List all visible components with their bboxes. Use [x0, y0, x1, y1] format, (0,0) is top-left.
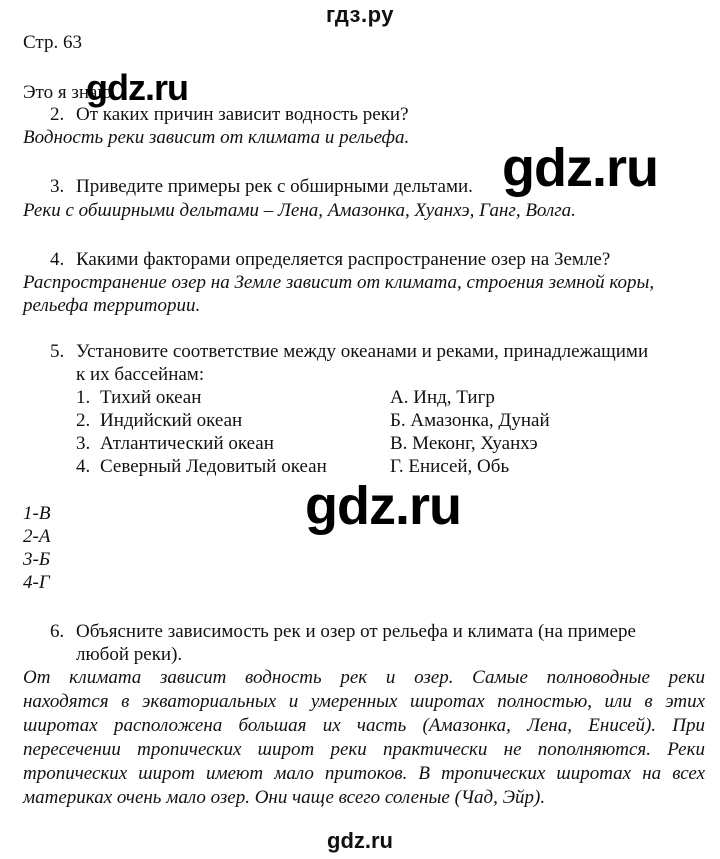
- watermark: gdz.ru: [305, 476, 461, 536]
- ocean-item: 3. Атлантический океан: [76, 433, 274, 454]
- match-answer: 4-Г: [23, 572, 50, 593]
- river-item: В. Меконг, Хуанхэ: [390, 433, 538, 454]
- match-answer: 1-В: [23, 503, 51, 524]
- answer-6-line: пересечении тропических широт реки практически не пополняются. Реки: [23, 739, 705, 760]
- question-2: [50, 104, 409, 126]
- site-logo-header[interactable]: гдз.ру: [326, 2, 394, 27]
- question-text: Объясните зависимость рек и озер от рельефа и климата (на примере: [76, 621, 636, 642]
- answer-6-line: материках очень мало озер. Они чаще всего соленые (Чад, Эйр).: [23, 787, 546, 808]
- question-4: [50, 249, 610, 271]
- question-text: Установите соответствие между океанами и реками, принадлежащими: [76, 341, 649, 362]
- ocean-item: 4. Северный Ледовитый океан: [76, 456, 327, 477]
- answer-2: Водность реки зависит от климата и рельефа.: [23, 127, 410, 148]
- watermark: gdz.ru: [502, 138, 658, 198]
- question-text: Приведите примеры рек с обширными дельтами.: [76, 176, 473, 197]
- site-logo-footer[interactable]: gdz.ru: [327, 828, 393, 853]
- answer-6-line: широтах расположена большая их часть (Амазонка, Лена, Енисей). При: [23, 715, 705, 736]
- question-number: 2.: [50, 104, 65, 125]
- river-item: А. Инд, Тигр: [390, 387, 495, 408]
- answer-6-line: находятся в экваториальных и умеренных широтах полностью, или в этих: [23, 691, 705, 712]
- question-6: [50, 621, 705, 643]
- question-number: 4.: [50, 249, 65, 270]
- question-number: 6.: [50, 621, 65, 642]
- answer-4-line-2: рельефа территории.: [23, 295, 201, 316]
- page-label: Стр. 63: [23, 32, 82, 53]
- match-answer: 2-А: [23, 526, 51, 547]
- question-text: От каких причин зависит водность реки?: [76, 104, 409, 125]
- question-6-line-2: любой реки).: [76, 644, 183, 665]
- question-number: 3.: [50, 176, 65, 197]
- question-5-line-2: к их бассейнам:: [76, 364, 205, 385]
- watermark: gdz.ru: [86, 67, 188, 108]
- answer-4-line-1: Распространение озер на Земле зависит от климата, строения земной коры,: [23, 272, 655, 293]
- answer-6-line: От климата зависит водность рек и озер. Самые полноводные реки: [23, 667, 705, 688]
- question-number: 5.: [50, 341, 65, 362]
- question-5: [50, 341, 648, 363]
- river-item: Б. Амазонка, Дунай: [390, 410, 550, 431]
- ocean-item: 1. Тихий океан: [76, 387, 202, 408]
- ocean-item: 2. Индийский океан: [76, 410, 243, 431]
- answer-3: Реки с обширными дельтами – Лена, Амазонка, Хуанхэ, Ганг, Волга.: [23, 200, 576, 221]
- match-answer: 3-Б: [23, 549, 51, 570]
- question-3: [50, 176, 473, 198]
- section-title: Это я знаю: [23, 82, 112, 103]
- question-text: Какими факторами определяется распространение озер на Земле?: [76, 249, 611, 270]
- river-item: Г. Енисей, Обь: [390, 456, 510, 477]
- answer-6-line: тропических широт имеют мало притоков. В тропических широтах на всех: [23, 763, 705, 784]
